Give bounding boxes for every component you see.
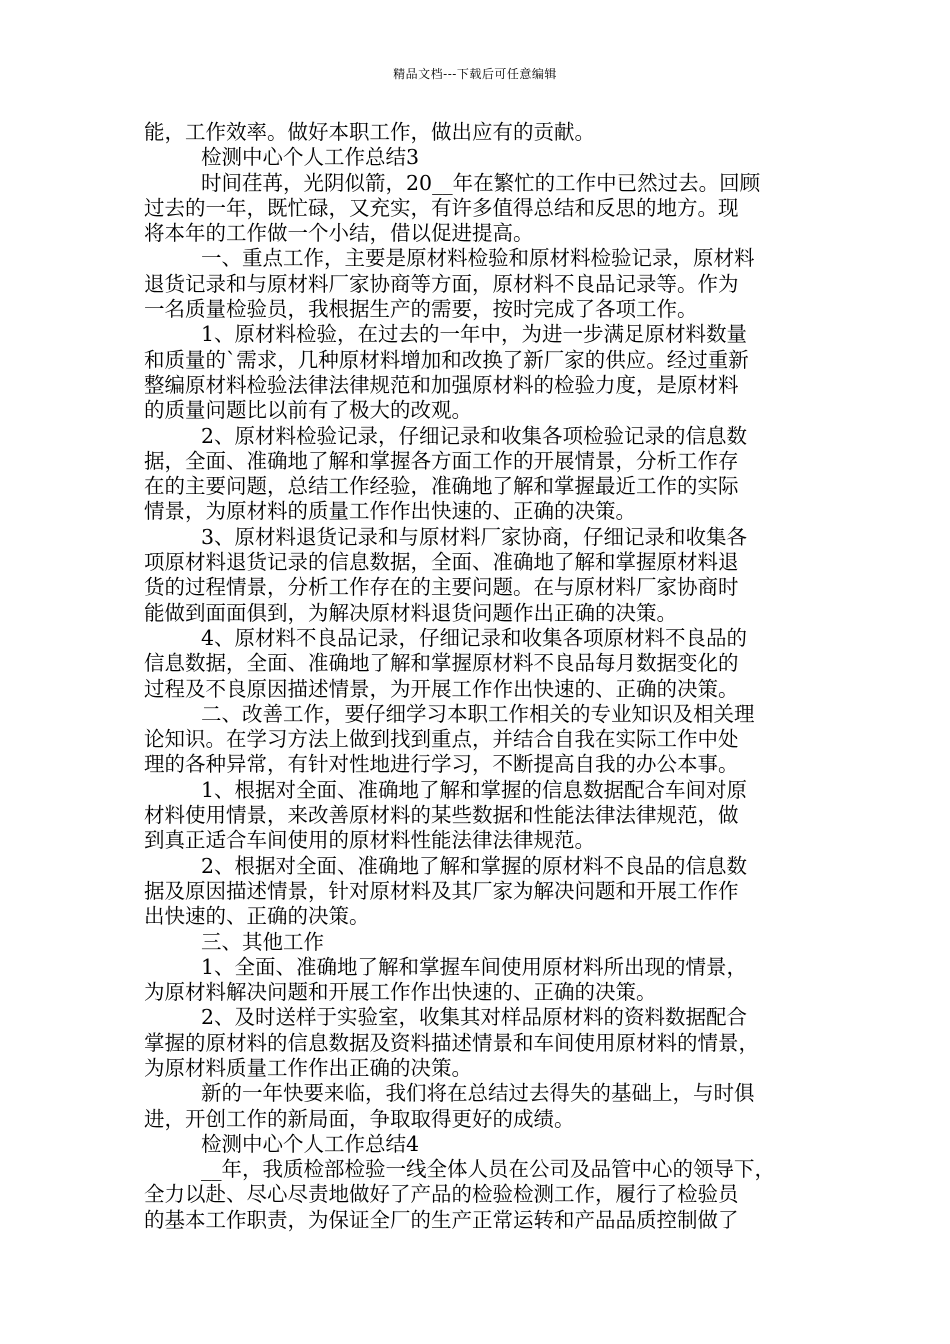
- text-line: 全力以赴、尽心尽责地做好了产品的检验检测工作，履行了检验员: [144, 1182, 739, 1207]
- text-line: 据及原因描述情景，针对原材料及其厂家为解决问题和开展工作作: [144, 878, 739, 903]
- text-line: 2、根据对全面、准确地了解和掌握的原材料不良品的信息数: [201, 853, 748, 878]
- text-line: 一、重点工作，主要是原材料检验和原材料检验记录，原材料: [201, 246, 755, 271]
- text-line: 信息数据，全面、准确地了解和掌握原材料不良品每月数据变化的: [144, 651, 739, 676]
- text-line: 材料使用情景，来改善原材料的某些数据和性能法律法律规范，做: [144, 803, 739, 828]
- text-line: 检测中心个人工作总结3: [201, 145, 420, 170]
- text-line: 能，工作效率。做好本职工作，做出应有的贡献。: [144, 120, 595, 144]
- text-line: 和质量的`需求，几种原材料增加和改换了新厂家的供应。经过重新: [144, 347, 749, 372]
- text-line: 在的主要问题，总结工作经验，准确地了解和掌握最近工作的实际: [144, 474, 739, 499]
- text-line: 到真正适合车间使用的原材料性能法律法律规范。: [144, 828, 595, 853]
- text-line: 整编原材料检验法律法律规范和加强原材料的检验力度，是原材料: [144, 372, 739, 397]
- text-line: 货的过程情景，分析工作存在的主要问题。在与原材料厂家协商时: [144, 575, 739, 600]
- text-line: 掌握的原材料的信息数据及资料描述情景和车间使用原材料的情景，: [144, 1030, 759, 1055]
- text-line: 检测中心个人工作总结4: [201, 1131, 420, 1156]
- text-line: 退货记录和与原材料厂家协商等方面，原材料不良品记录等。作为: [144, 271, 739, 296]
- text-line: __年，我质检部检验一线全体人员在公司及品管中心的领导下，: [201, 1157, 775, 1182]
- text-line: 1、根据对全面、准确地了解和掌握的信息数据配合车间对原: [201, 777, 748, 802]
- text-line: 将本年的工作做一个小结，借以促进提高。: [144, 221, 534, 246]
- text-line: 过程及不良原因描述情景，为开展工作作出快速的、正确的决策。: [144, 676, 739, 701]
- text-line: 一名质量检验员，我根据生产的需要，按时完成了各项工作。: [144, 297, 698, 322]
- text-line: 3、原材料退货记录和与原材料厂家协商，仔细记录和收集各: [201, 524, 748, 549]
- text-line: 4、原材料不良品记录，仔细记录和收集各项原材料不良品的: [201, 625, 748, 650]
- text-line: 1、全面、准确地了解和掌握车间使用原材料所出现的情景，: [201, 954, 748, 979]
- text-line: 为原材料质量工作作出正确的决策。: [144, 1055, 472, 1080]
- text-line: 2、原材料检验记录，仔细记录和收集各项检验记录的信息数: [201, 423, 748, 448]
- text-line: 的基本工作职责，为保证全厂的生产正常运转和产品品质控制做了: [144, 1207, 739, 1232]
- text-line: 项原材料退货记录的信息数据，全面、准确地了解和掌握原材料退: [144, 550, 739, 575]
- text-line: 时间荏苒，光阴似箭，20__年在繁忙的工作中已然过去。回顾: [201, 170, 761, 195]
- text-line: 情景，为原材料的质量工作作出快速的、正确的决策。: [144, 499, 636, 524]
- text-line: 能做到面面俱到，为解决原材料退货问题作出正确的决策。: [144, 600, 677, 625]
- page-header: 精品文档---下载后可任意编辑: [393, 67, 557, 81]
- text-line: 1、原材料检验，在过去的一年中，为进一步满足原材料数量: [201, 322, 748, 347]
- text-line: 为原材料解决问题和开展工作作出快速的、正确的决策。: [144, 980, 657, 1005]
- text-line: 的质量问题比以前有了极大的改观。: [144, 398, 472, 423]
- text-line: 二、改善工作，要仔细学习本职工作相关的专业知识及相关理: [201, 701, 755, 726]
- text-line: 过去的一年，既忙碌，又充实，有许多值得总结和反思的地方。现: [144, 195, 739, 220]
- text-line: 出快速的、正确的决策。: [144, 904, 370, 929]
- text-line: 论知识。在学习方法上做到找到重点，并结合自我在实际工作中处: [144, 727, 739, 752]
- text-line: 新的一年快要来临，我们将在总结过去得失的基础上，与时俱: [201, 1081, 755, 1106]
- text-line: 2、及时送样于实验室，收集其对样品原材料的资料数据配合: [201, 1005, 748, 1030]
- text-line: 理的各种异常，有针对性地进行学习，不断提高自我的办公本事。: [144, 752, 739, 777]
- text-line: 三、其他工作: [201, 929, 324, 954]
- text-line: 进，开创工作的新局面，争取取得更好的成绩。: [144, 1106, 575, 1131]
- text-line: 据，全面、准确地了解和掌握各方面工作的开展情景，分析工作存: [144, 448, 739, 473]
- document-body: [144, 120, 816, 1233]
